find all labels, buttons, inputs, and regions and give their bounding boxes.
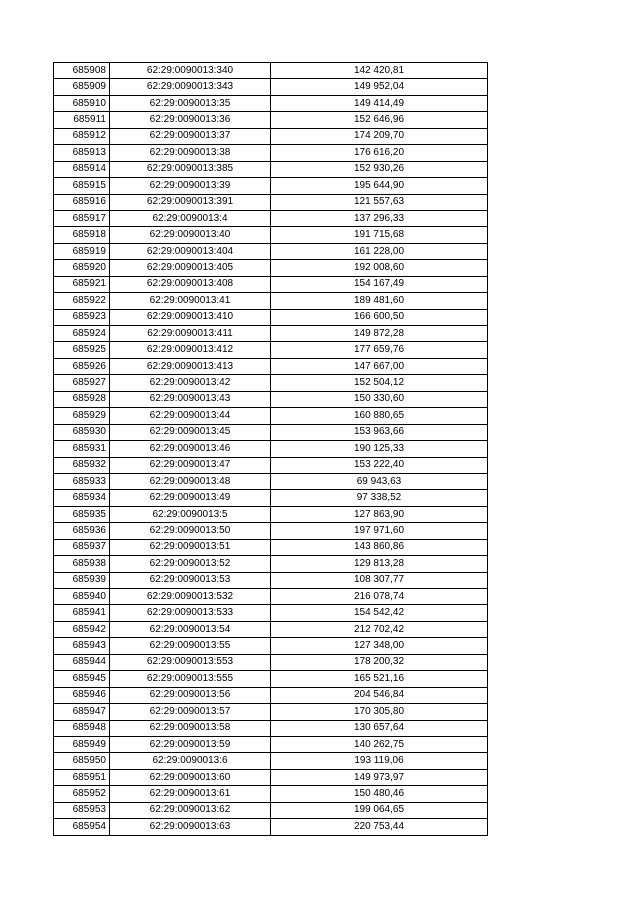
record-id-cell: 685925 bbox=[54, 342, 110, 358]
table-row bbox=[54, 819, 488, 835]
record-id-cell: 685945 bbox=[54, 671, 110, 687]
value-cell: 130 657,64 bbox=[271, 720, 488, 736]
cadastral-number-cell: 62:29:0090013:340 bbox=[110, 63, 271, 79]
value-cell: 149 952,04 bbox=[271, 79, 488, 95]
cadastral-number-cell: 62:29:0090013:37 bbox=[110, 128, 271, 144]
record-id-cell: 685933 bbox=[54, 473, 110, 489]
cadastral-value-table bbox=[53, 62, 488, 836]
table-row bbox=[54, 178, 488, 194]
record-id-cell: 685951 bbox=[54, 769, 110, 785]
value-cell: 160 880,65 bbox=[271, 408, 488, 424]
cadastral-number-cell: 62:29:0090013:391 bbox=[110, 194, 271, 210]
table-row bbox=[54, 654, 488, 670]
table-row bbox=[54, 671, 488, 687]
table-row bbox=[54, 112, 488, 128]
cadastral-number-cell: 62:29:0090013:412 bbox=[110, 342, 271, 358]
table-row bbox=[54, 391, 488, 407]
record-id-cell: 685940 bbox=[54, 589, 110, 605]
cadastral-number-cell: 62:29:0090013:533 bbox=[110, 605, 271, 621]
cadastral-number-cell: 62:29:0090013:59 bbox=[110, 736, 271, 752]
record-id-cell: 685943 bbox=[54, 638, 110, 654]
cadastral-number-cell: 62:29:0090013:553 bbox=[110, 654, 271, 670]
value-cell: 195 644,90 bbox=[271, 178, 488, 194]
cadastral-number-cell: 62:29:0090013:45 bbox=[110, 424, 271, 440]
value-cell: 189 481,60 bbox=[271, 293, 488, 309]
table-row bbox=[54, 736, 488, 752]
table-row bbox=[54, 128, 488, 144]
cadastral-number-cell: 62:29:0090013:38 bbox=[110, 145, 271, 161]
value-cell: 220 753,44 bbox=[271, 819, 488, 835]
value-cell: 108 307,77 bbox=[271, 572, 488, 588]
cadastral-number-cell: 62:29:0090013:41 bbox=[110, 293, 271, 309]
record-id-cell: 685930 bbox=[54, 424, 110, 440]
record-id-cell: 685917 bbox=[54, 210, 110, 226]
table-row bbox=[54, 687, 488, 703]
value-cell: 149 872,28 bbox=[271, 326, 488, 342]
table-row bbox=[54, 572, 488, 588]
value-cell: 143 860,86 bbox=[271, 539, 488, 555]
table-row bbox=[54, 260, 488, 276]
cadastral-number-cell: 62:29:0090013:62 bbox=[110, 802, 271, 818]
table-row bbox=[54, 342, 488, 358]
record-id-cell: 685912 bbox=[54, 128, 110, 144]
value-cell: 153 222,40 bbox=[271, 457, 488, 473]
value-cell: 199 064,65 bbox=[271, 802, 488, 818]
value-cell: 170 305,80 bbox=[271, 704, 488, 720]
record-id-cell: 685953 bbox=[54, 802, 110, 818]
table-row bbox=[54, 769, 488, 785]
record-id-cell: 685908 bbox=[54, 63, 110, 79]
table-row bbox=[54, 490, 488, 506]
cadastral-number-cell: 62:29:0090013:411 bbox=[110, 326, 271, 342]
record-id-cell: 685942 bbox=[54, 621, 110, 637]
table-row bbox=[54, 473, 488, 489]
cadastral-number-cell: 62:29:0090013:57 bbox=[110, 704, 271, 720]
value-cell: 140 262,75 bbox=[271, 736, 488, 752]
record-id-cell: 685928 bbox=[54, 391, 110, 407]
cadastral-number-cell: 62:29:0090013:54 bbox=[110, 621, 271, 637]
record-id-cell: 685918 bbox=[54, 227, 110, 243]
record-id-cell: 685938 bbox=[54, 556, 110, 572]
value-cell: 204 546,84 bbox=[271, 687, 488, 703]
value-cell: 165 521,16 bbox=[271, 671, 488, 687]
value-cell: 176 616,20 bbox=[271, 145, 488, 161]
table-row bbox=[54, 145, 488, 161]
value-cell: 147 667,00 bbox=[271, 358, 488, 374]
record-id-cell: 685916 bbox=[54, 194, 110, 210]
cadastral-number-cell: 62:29:0090013:42 bbox=[110, 375, 271, 391]
record-id-cell: 685914 bbox=[54, 161, 110, 177]
table-row bbox=[54, 720, 488, 736]
value-cell: 142 420,81 bbox=[271, 63, 488, 79]
cadastral-number-cell: 62:29:0090013:50 bbox=[110, 523, 271, 539]
value-cell: 127 348,00 bbox=[271, 638, 488, 654]
cadastral-number-cell: 62:29:0090013:63 bbox=[110, 819, 271, 835]
value-cell: 154 167,49 bbox=[271, 276, 488, 292]
value-cell: 137 296,33 bbox=[271, 210, 488, 226]
record-id-cell: 685949 bbox=[54, 736, 110, 752]
table-row bbox=[54, 293, 488, 309]
record-id-cell: 685923 bbox=[54, 309, 110, 325]
value-cell: 174 209,70 bbox=[271, 128, 488, 144]
value-cell: 150 480,46 bbox=[271, 786, 488, 802]
cadastral-number-cell: 62:29:0090013:36 bbox=[110, 112, 271, 128]
record-id-cell: 685911 bbox=[54, 112, 110, 128]
cadastral-number-cell: 62:29:0090013:532 bbox=[110, 589, 271, 605]
cadastral-number-cell: 62:29:0090013:53 bbox=[110, 572, 271, 588]
value-cell: 191 715,68 bbox=[271, 227, 488, 243]
value-cell: 129 813,28 bbox=[271, 556, 488, 572]
value-cell: 150 330,60 bbox=[271, 391, 488, 407]
record-id-cell: 685921 bbox=[54, 276, 110, 292]
table-row bbox=[54, 424, 488, 440]
value-cell: 216 078,74 bbox=[271, 589, 488, 605]
record-id-cell: 685927 bbox=[54, 375, 110, 391]
value-cell: 153 963,66 bbox=[271, 424, 488, 440]
record-id-cell: 685935 bbox=[54, 506, 110, 522]
cadastral-number-cell: 62:29:0090013:43 bbox=[110, 391, 271, 407]
cadastral-number-cell: 62:29:0090013:49 bbox=[110, 490, 271, 506]
value-cell: 127 863,90 bbox=[271, 506, 488, 522]
record-id-cell: 685946 bbox=[54, 687, 110, 703]
record-id-cell: 685909 bbox=[54, 79, 110, 95]
value-cell: 152 504,12 bbox=[271, 375, 488, 391]
cadastral-number-cell: 62:29:0090013:47 bbox=[110, 457, 271, 473]
table-row bbox=[54, 375, 488, 391]
table-row bbox=[54, 276, 488, 292]
cadastral-number-cell: 62:29:0090013:40 bbox=[110, 227, 271, 243]
record-id-cell: 685936 bbox=[54, 523, 110, 539]
value-cell: 177 659,76 bbox=[271, 342, 488, 358]
cadastral-number-cell: 62:29:0090013:405 bbox=[110, 260, 271, 276]
record-id-cell: 685915 bbox=[54, 178, 110, 194]
table-row bbox=[54, 210, 488, 226]
record-id-cell: 685950 bbox=[54, 753, 110, 769]
value-cell: 192 008,60 bbox=[271, 260, 488, 276]
value-cell: 178 200,32 bbox=[271, 654, 488, 670]
cadastral-number-cell: 62:29:0090013:44 bbox=[110, 408, 271, 424]
value-cell: 154 542,42 bbox=[271, 605, 488, 621]
cadastral-number-cell: 62:29:0090013:52 bbox=[110, 556, 271, 572]
table-row bbox=[54, 457, 488, 473]
record-id-cell: 685947 bbox=[54, 704, 110, 720]
table-row bbox=[54, 63, 488, 79]
value-cell: 149 414,49 bbox=[271, 95, 488, 111]
record-id-cell: 685919 bbox=[54, 243, 110, 259]
cadastral-number-cell: 62:29:0090013:4 bbox=[110, 210, 271, 226]
value-cell: 166 600,50 bbox=[271, 309, 488, 325]
record-id-cell: 685913 bbox=[54, 145, 110, 161]
record-id-cell: 685929 bbox=[54, 408, 110, 424]
record-id-cell: 685937 bbox=[54, 539, 110, 555]
cadastral-number-cell: 62:29:0090013:56 bbox=[110, 687, 271, 703]
table-row bbox=[54, 556, 488, 572]
record-id-cell: 685931 bbox=[54, 441, 110, 457]
record-id-cell: 685932 bbox=[54, 457, 110, 473]
cadastral-number-cell: 62:29:0090013:35 bbox=[110, 95, 271, 111]
cadastral-number-cell: 62:29:0090013:60 bbox=[110, 769, 271, 785]
table-row bbox=[54, 539, 488, 555]
cadastral-number-cell: 62:29:0090013:55 bbox=[110, 638, 271, 654]
table-row bbox=[54, 408, 488, 424]
record-id-cell: 685922 bbox=[54, 293, 110, 309]
record-id-cell: 685944 bbox=[54, 654, 110, 670]
record-id-cell: 685910 bbox=[54, 95, 110, 111]
cadastral-number-cell: 62:29:0090013:343 bbox=[110, 79, 271, 95]
table-row bbox=[54, 358, 488, 374]
record-id-cell: 685948 bbox=[54, 720, 110, 736]
cadastral-number-cell: 62:29:0090013:408 bbox=[110, 276, 271, 292]
value-cell: 152 646,96 bbox=[271, 112, 488, 128]
cadastral-number-cell: 62:29:0090013:555 bbox=[110, 671, 271, 687]
table-row bbox=[54, 441, 488, 457]
value-cell: 97 338,52 bbox=[271, 490, 488, 506]
cadastral-number-cell: 62:29:0090013:6 bbox=[110, 753, 271, 769]
table-row bbox=[54, 523, 488, 539]
cadastral-number-cell: 62:29:0090013:404 bbox=[110, 243, 271, 259]
table-row bbox=[54, 589, 488, 605]
record-id-cell: 685926 bbox=[54, 358, 110, 374]
table-row bbox=[54, 79, 488, 95]
value-cell: 190 125,33 bbox=[271, 441, 488, 457]
record-id-cell: 685939 bbox=[54, 572, 110, 588]
cadastral-number-cell: 62:29:0090013:413 bbox=[110, 358, 271, 374]
table-row bbox=[54, 753, 488, 769]
value-cell: 149 973,97 bbox=[271, 769, 488, 785]
table-row bbox=[54, 506, 488, 522]
value-cell: 212 702,42 bbox=[271, 621, 488, 637]
value-cell: 121 557,63 bbox=[271, 194, 488, 210]
record-id-cell: 685954 bbox=[54, 819, 110, 835]
record-id-cell: 685952 bbox=[54, 786, 110, 802]
table-row bbox=[54, 621, 488, 637]
table-row bbox=[54, 704, 488, 720]
cadastral-number-cell: 62:29:0090013:46 bbox=[110, 441, 271, 457]
value-cell: 161 228,00 bbox=[271, 243, 488, 259]
value-cell: 197 971,60 bbox=[271, 523, 488, 539]
table-row bbox=[54, 326, 488, 342]
document-page bbox=[53, 62, 487, 836]
cadastral-number-cell: 62:29:0090013:51 bbox=[110, 539, 271, 555]
cadastral-number-cell: 62:29:0090013:58 bbox=[110, 720, 271, 736]
table-row bbox=[54, 194, 488, 210]
cadastral-number-cell: 62:29:0090013:5 bbox=[110, 506, 271, 522]
table-row bbox=[54, 786, 488, 802]
record-id-cell: 685924 bbox=[54, 326, 110, 342]
table-row bbox=[54, 243, 488, 259]
table-row bbox=[54, 309, 488, 325]
table-row bbox=[54, 95, 488, 111]
table-row bbox=[54, 638, 488, 654]
cadastral-number-cell: 62:29:0090013:385 bbox=[110, 161, 271, 177]
cadastral-number-cell: 62:29:0090013:48 bbox=[110, 473, 271, 489]
value-cell: 69 943,63 bbox=[271, 473, 488, 489]
cadastral-number-cell: 62:29:0090013:39 bbox=[110, 178, 271, 194]
cadastral-number-cell: 62:29:0090013:410 bbox=[110, 309, 271, 325]
table-body bbox=[54, 63, 488, 836]
record-id-cell: 685920 bbox=[54, 260, 110, 276]
value-cell: 193 119,06 bbox=[271, 753, 488, 769]
table-row bbox=[54, 227, 488, 243]
cadastral-number-cell: 62:29:0090013:61 bbox=[110, 786, 271, 802]
record-id-cell: 685941 bbox=[54, 605, 110, 621]
record-id-cell: 685934 bbox=[54, 490, 110, 506]
table-row bbox=[54, 802, 488, 818]
value-cell: 152 930,26 bbox=[271, 161, 488, 177]
table-row bbox=[54, 161, 488, 177]
table-row bbox=[54, 605, 488, 621]
